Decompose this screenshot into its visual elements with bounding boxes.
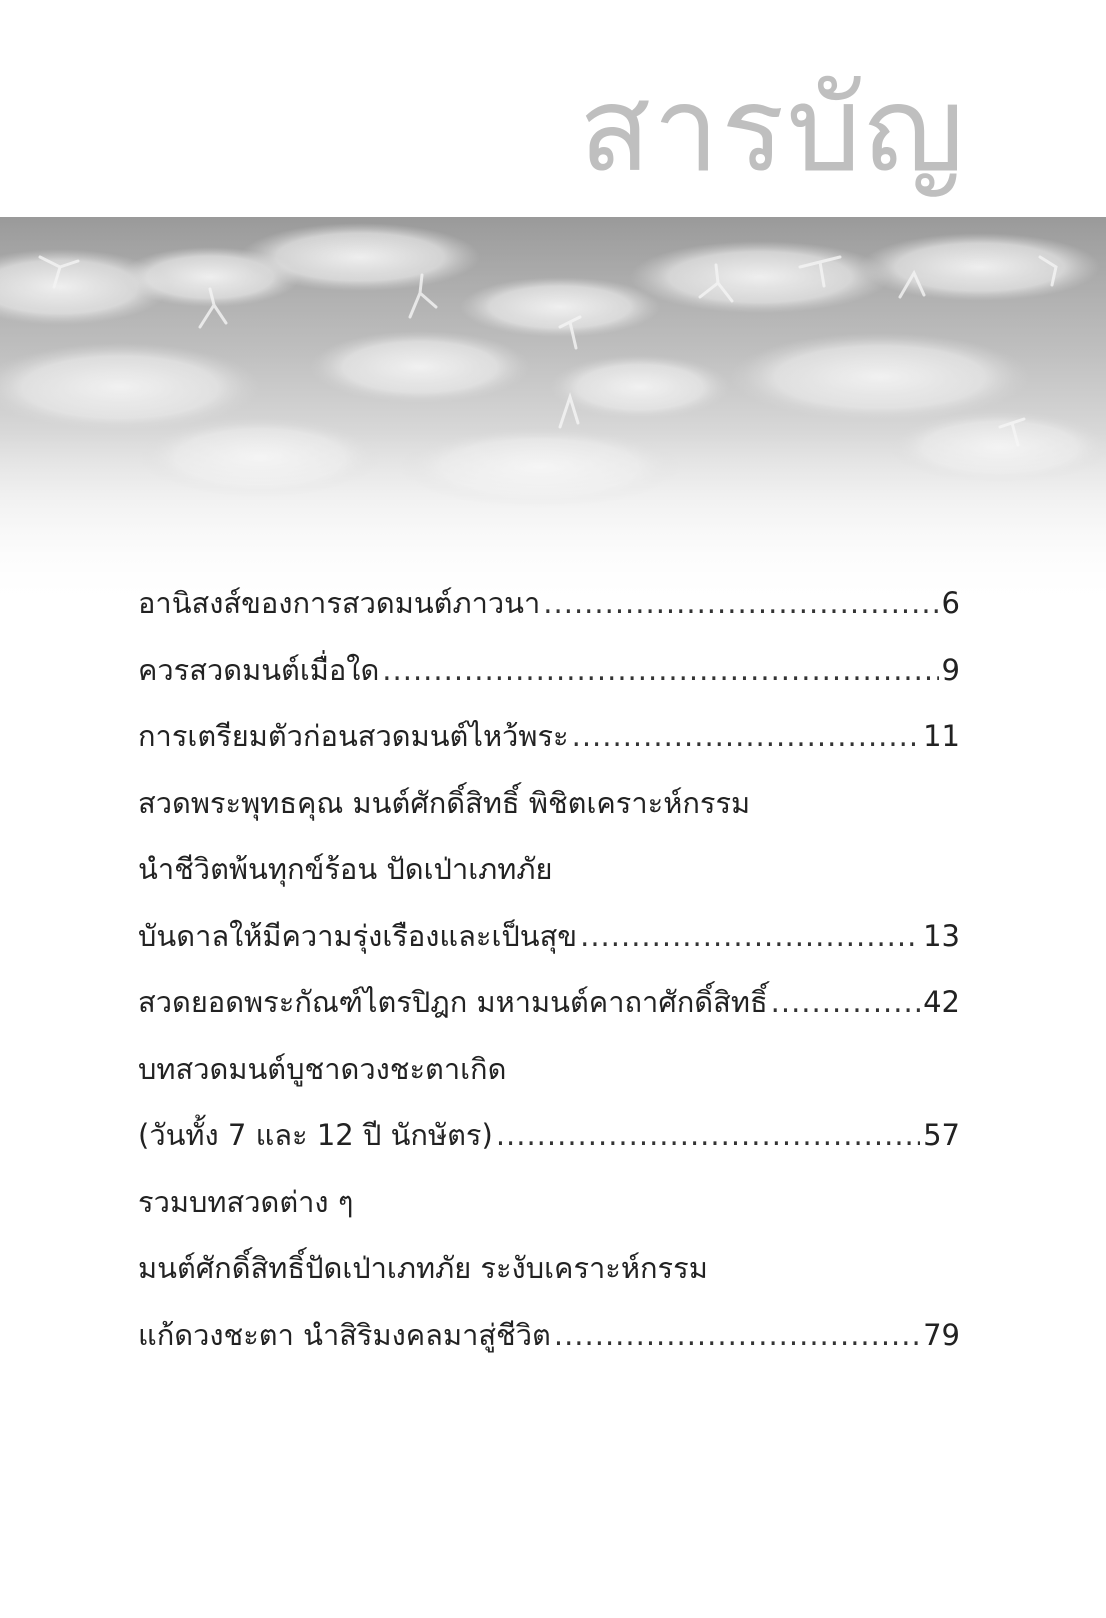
- toc-row[interactable]: [138, 703, 960, 770]
- toc-row[interactable]: [138, 1235, 960, 1302]
- toc-page-number: 9: [941, 652, 960, 687]
- dot-leader: [771, 985, 920, 1019]
- toc-entry-title: บทสวดมนต์บูชาดวงชะตาเกิด: [138, 1051, 507, 1086]
- toc-entry-title: สวดพระพุทธคุณ มนต์ศักดิ์สิทธิ์ พิชิตเคราะห์กรรม: [138, 785, 751, 820]
- toc-row[interactable]: [138, 903, 960, 970]
- dot-leader: [554, 1318, 920, 1352]
- toc-page-number: 11: [923, 719, 960, 754]
- toc-row[interactable]: [138, 570, 960, 637]
- toc-page-number: 13: [923, 918, 960, 953]
- toc-row[interactable]: [138, 836, 960, 903]
- toc-row[interactable]: [138, 1102, 960, 1169]
- toc-page-number: 42: [923, 985, 960, 1020]
- toc-entry-title: (วันทั้ง 7 และ 12 ปี นักษัตร): [138, 1118, 493, 1153]
- toc-row[interactable]: [138, 969, 960, 1036]
- dot-leader: [580, 919, 920, 953]
- toc-entry-title: แก้ดวงชะตา นำสิริมงคลมาสู่ชีวิต: [138, 1317, 551, 1352]
- dot-leader: [572, 719, 920, 753]
- toc-entry-title: มนต์ศักดิ์สิทธิ์ปัดเป่าเภทภัย ระงับเคราะห์กรรม: [138, 1251, 708, 1286]
- dot-leader: [496, 1118, 920, 1152]
- toc-row[interactable]: [138, 1302, 960, 1369]
- toc-row[interactable]: [138, 1169, 960, 1236]
- toc-entry-title: ควรสวดมนต์เมื่อใด: [138, 652, 380, 687]
- toc-page-number: 57: [923, 1118, 960, 1153]
- toc-entry-title: สวดยอดพระกัณฑ์ไตรปิฎก มหามนต์คาถาศักดิ์สิทธิ์: [138, 985, 768, 1020]
- toc-row[interactable]: [138, 1036, 960, 1103]
- toc-row[interactable]: [138, 770, 960, 837]
- toc-entry-title: รวมบทสวดต่าง ๆ: [138, 1184, 354, 1219]
- toc-page-number: 79: [923, 1317, 960, 1352]
- toc-entry-title: นำชีวิตพ้นทุกข์ร้อน ปัดเป่าเภทภัย: [138, 852, 553, 887]
- toc-entry-title: บันดาลให้มีความรุ่งเรืองและเป็นสุข: [138, 918, 578, 953]
- mural-banner-image: [0, 217, 1106, 607]
- toc-entry-title: อานิสงส์ของการสวดมนต์ภาวนา: [138, 586, 541, 621]
- toc-entry-title: การเตรียมตัวก่อนสวดมนต์ไหว้พระ: [138, 719, 569, 754]
- table-of-contents: [138, 570, 960, 1368]
- toc-page-number: 6: [941, 586, 960, 621]
- page-title: สารบัญ: [578, 60, 966, 198]
- dot-leader: [382, 653, 938, 687]
- toc-row[interactable]: [138, 637, 960, 704]
- dot-leader: [543, 586, 938, 620]
